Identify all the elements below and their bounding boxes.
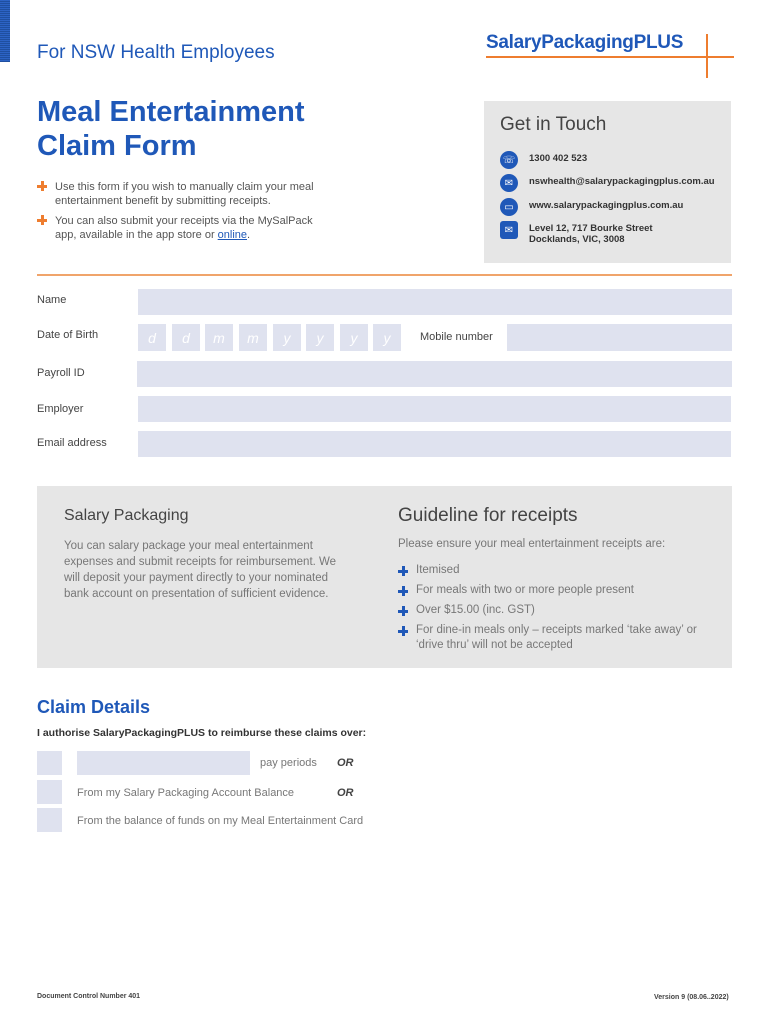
- employer-field[interactable]: [138, 396, 731, 422]
- plus-icon: [398, 586, 408, 596]
- document-control-number: Document Control Number 401: [37, 993, 141, 1000]
- payroll-label: Payroll ID: [37, 367, 85, 379]
- list-item-text: Over $15.00 (inc. GST): [416, 604, 535, 616]
- contact-website[interactable]: www.salarypackagingplus.com.au: [529, 200, 684, 211]
- address-line-2: Docklands, VIC, 3008: [529, 234, 625, 245]
- brand-logo: [486, 32, 683, 54]
- payroll-field[interactable]: [137, 361, 732, 387]
- list-item: [398, 623, 718, 653]
- account-balance-label: From my Salary Packaging Account Balance: [77, 787, 295, 799]
- list-item-text: For dine-in meals only – receipts marked ‘take away’ or ‘drive thru’ will not be accepted: [416, 624, 697, 651]
- intro-point: [37, 180, 337, 208]
- dob-year-2[interactable]: y: [306, 324, 334, 351]
- or-label: OR: [337, 787, 354, 799]
- account-balance-checkbox[interactable]: [37, 780, 62, 804]
- plus-icon: [398, 626, 408, 636]
- brand-underline: [486, 56, 702, 58]
- title-line-2: Claim Form: [37, 130, 197, 162]
- email-field[interactable]: [138, 431, 731, 457]
- intro-point: [37, 214, 337, 242]
- contact-title: Get in Touch: [500, 114, 607, 135]
- plus-icon: [37, 215, 47, 225]
- dob-year-1[interactable]: y: [273, 324, 301, 351]
- brand-logo-main: SalaryPackaging: [486, 32, 634, 53]
- salary-packaging-body: You can salary package your meal entertainment expenses and submit receipts for reimbursement. We will deposit your payment directly to your nominated bank account on presentation of sufficient evidence.: [64, 540, 337, 600]
- meal-card-label: From the balance of funds on my Meal Entertainment Card: [77, 815, 364, 827]
- claim-authorise-text: I authorise SalaryPackagingPLUS to reimburse these claims over:: [37, 727, 367, 739]
- dob-year-3[interactable]: y: [340, 324, 368, 351]
- online-link[interactable]: online: [217, 229, 248, 241]
- phone-icon: ☏: [500, 151, 518, 169]
- mobile-field[interactable]: [507, 324, 732, 351]
- info-panel: [37, 486, 732, 668]
- contact-phone: 1300 402 523: [529, 153, 588, 164]
- intro-point-end: .: [247, 229, 251, 241]
- intro-points: [37, 180, 337, 248]
- brand-cross-bar: [686, 56, 734, 58]
- contact-address-row: [500, 221, 653, 245]
- plus-icon: [398, 606, 408, 616]
- section-divider: [37, 274, 732, 276]
- employer-label: Employer: [37, 403, 84, 415]
- intro-point-text: Use this form if you wish to manually claim your meal entertainment benefit by submitting receipts.: [55, 181, 314, 207]
- contact-email[interactable]: nswhealth@salarypackagingplus.com.au: [529, 176, 715, 187]
- dob-month-2[interactable]: m: [239, 324, 267, 351]
- contact-email-row: [500, 174, 715, 192]
- or-label: OR: [337, 757, 354, 769]
- list-item-text: Itemised: [416, 564, 460, 576]
- name-label: Name: [37, 294, 67, 306]
- dob-day-1[interactable]: d: [138, 324, 166, 351]
- intro-point-text: You can also submit your receipts via the MySalPack app, available in the app store or: [55, 215, 313, 241]
- guidelines-intro: Please ensure your meal entertainment receipts are:: [398, 538, 666, 550]
- dob-year-4[interactable]: y: [373, 324, 401, 351]
- title-line-1: Meal Entertainment: [37, 96, 305, 128]
- contact-phone-row: [500, 151, 587, 169]
- guidelines-list: [398, 563, 718, 658]
- header-subtitle: For NSW Health Employees: [37, 42, 275, 63]
- monitor-icon: ▭: [500, 198, 518, 216]
- name-field[interactable]: [138, 289, 732, 315]
- email-label: Email address: [37, 437, 107, 449]
- envelope-icon: ✉: [500, 221, 518, 239]
- list-item: [398, 563, 718, 578]
- plus-icon: [398, 566, 408, 576]
- page-title: [37, 95, 305, 163]
- version-label: Version 9 (08.06..2022): [654, 994, 729, 1001]
- claim-details-title: Claim Details: [37, 697, 151, 717]
- dob-day-2[interactable]: d: [172, 324, 200, 351]
- pay-periods-checkbox[interactable]: [37, 751, 62, 775]
- brand-logo-plus: PLUS: [633, 32, 684, 53]
- dob-month-1[interactable]: m: [205, 324, 233, 351]
- email-icon: ✉: [500, 174, 518, 192]
- address-line-1: Level 12, 717 Bourke Street: [529, 223, 653, 234]
- mobile-label: Mobile number: [420, 331, 493, 343]
- list-item: [398, 603, 718, 618]
- salary-packaging-title: Salary Packaging: [64, 507, 189, 524]
- list-item: [398, 583, 718, 598]
- contact-address: [529, 221, 653, 245]
- list-item-text: For meals with two or more people present: [416, 584, 634, 596]
- contact-panel: [484, 101, 731, 263]
- plus-icon: [37, 181, 47, 191]
- left-edge-stripe: [0, 0, 10, 62]
- dob-label: Date of Birth: [37, 329, 99, 341]
- guidelines-title: Guideline for receipts: [398, 505, 578, 526]
- meal-card-checkbox[interactable]: [37, 808, 62, 832]
- pay-periods-field[interactable]: [77, 751, 250, 775]
- contact-website-row: [500, 198, 683, 216]
- pay-periods-label: pay periods: [260, 757, 317, 769]
